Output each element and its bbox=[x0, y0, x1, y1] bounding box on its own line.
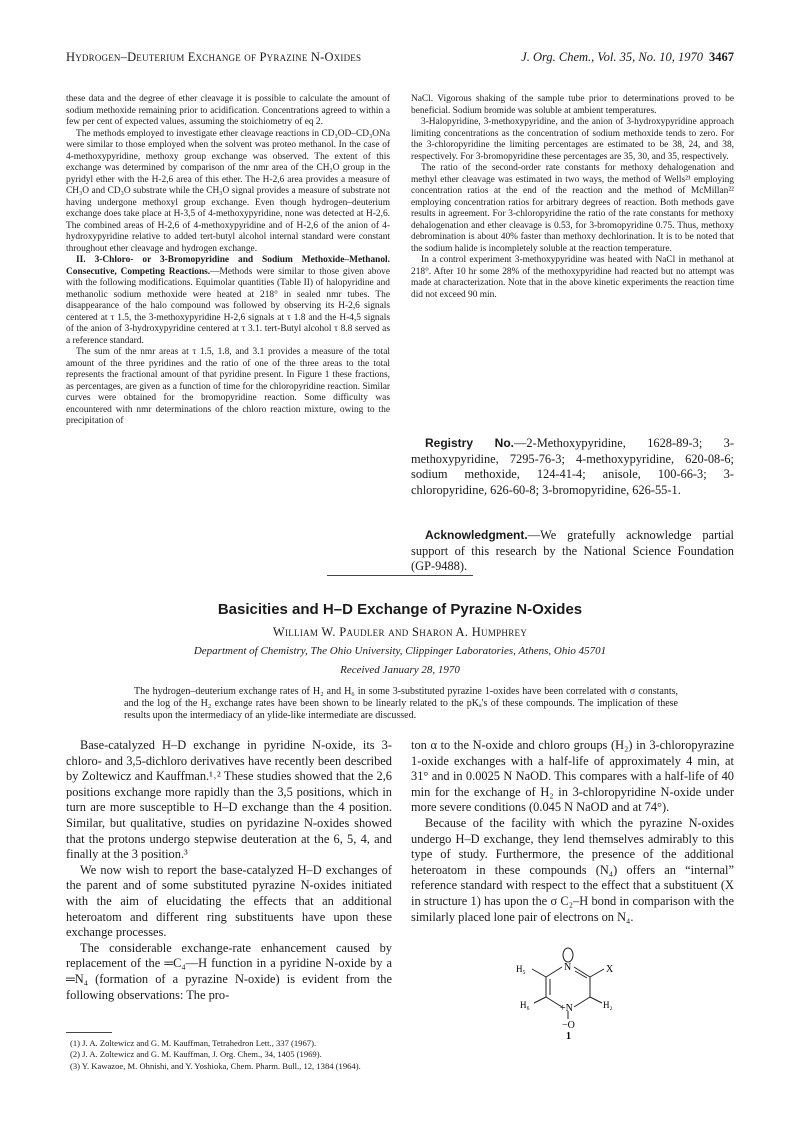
paragraph: these data and the degree of ether cleavage it is possible to calculate the amount of sodium methoxide remaining prior to acidification. Concentrations agreed to within a few per cent of expected values, assuming the stoichiometry of eq 2. bbox=[66, 94, 390, 127]
acknowledgment-text: —We gratefully acknowledge partial support of this research by the National Science Foundation (GP-9488). bbox=[411, 528, 734, 574]
paragraph: ton α to the N-oxide and chloro groups (H₂) in 3-chloropyrazine 1-oxide exchanges with a half-life of approximately 4 min, at 31° and in 0.0025 N NaOD. This compares with a half-life of 40 min for the exchange of H₂ in 3-chloropyridine N-oxide under more severe conditions (0.045 N NaOD and at 74°). bbox=[411, 738, 734, 815]
footnotes bbox=[66, 1038, 392, 1072]
footnote: (3) Y. Kawazoe, M. Ohnishi, and Y. Yoshioka, Chem. Pharm. Bull., 12, 1384 (1964). bbox=[70, 1060, 361, 1071]
article-divider bbox=[327, 575, 473, 576]
footnote: (1) J. A. Zoltewicz and G. M. Kauffman, Tetrahedron Lett., 337 (1967). bbox=[70, 1038, 317, 1048]
article-column-left bbox=[66, 738, 392, 1003]
structure-number: 1 bbox=[566, 1031, 571, 1039]
footnote: (2) J. A. Zoltewicz and G. M. Kauffman, J. Org. Chem., 34, 1405 (1969). bbox=[70, 1049, 322, 1060]
registry-label: Registry No. bbox=[425, 436, 514, 450]
pyrazine-n-oxide-structure bbox=[488, 947, 648, 1039]
paragraph: The sum of the nmr areas at τ 1.5, 1.8, and 3.1 provides a measure of the total amount of the three pyridines and the ratio of one of the three areas to the total represents the fractional amount of that pyridine present. In Figure 1 these fractions, as percentages, are given as a function of time for the chloropyridine reaction. Similar curves were obtained for the bromopyridine reaction. Some difficulty was encountered with nmr determinations of the chloro reaction mixture, owing to the precipitation of bbox=[66, 347, 390, 426]
previous-article-column-left bbox=[66, 94, 390, 428]
paragraph: The methods employed to investigate ether cleavage reactions in CD₃OD–CD₃ONa were similar to those employed when the solvent was proteo methanol. In the case of 4-methoxypyridine, methoxy group exchange was observed. The extent of this exchange was determined by comparison of the nmr area of the CH₃O group in the pyridyl ether with the H-2,6 area of this ether. The H-2,6 area provides a measure of CH₃O and CD₃O substrate while the CH₃O signal provides a measure of substrate not having undergone methoxyl group exchange. Even though hydrogen–deuterium exchange does take place at H-3,5 of 4-methoxypyridine, none was detected at H-2,6. The combined areas of H-2,6 of 4-methoxypyridine and of H-2,6 of the anion of 4-hydroxypyridine relative to added tert-butyl alcohol internal standard were constant throughout ether cleavage and hydrogen exchange. bbox=[66, 128, 390, 254]
received-date: Received January 28, 1970 bbox=[340, 664, 460, 676]
journal-name: J. Org. Chem., Vol. 35, No. 10, 1970 bbox=[521, 50, 703, 64]
label-h6: H₆ bbox=[520, 1000, 530, 1010]
label-h5: H₅ bbox=[516, 964, 526, 974]
paragraph: Base-catalyzed H–D exchange in pyridine N-oxide, its 3-chloro- and 3,5-dichloro derivatives have recently been described by Zoltewicz and Kauffman.¹˒² These studies showed that the 2,6 positions exchange more rapidly than the 3,5 positions, which in turn are more susceptible to H–D exchange than the 4 position. Similar, but qualitative, studies on pyridazine N-oxides showed that the protons undergo stepwise deuteration at the 6, 5, 4, and finally at the 3 position.³ bbox=[66, 738, 392, 862]
acknowledgment bbox=[411, 528, 734, 575]
abstract: The hydrogen–deuterium exchange rates of H₂ and H₆ in some 3-substituted pyrazine 1-oxides have been correlated with σ constants, and the log of the H₂ exchange rates have been shown to be linearly related to the pKₐ's of these compounds. The implication of these results upon the intermediacy of an ylide-like intermediate are discussed. bbox=[124, 686, 678, 721]
paragraph: Because of the facility with which the pyrazine N-oxides undergo H–D exchange, they lend themselves admirably to this type of study. Furthermore, the presence of the additional heteroatom in these compounds (N₄) offers an “internal” reference standard with respect to the effect that a substituent (X in structure 1) has upon the σ C₂–H bond in comparison with the similarly placed lone pair of electrons on N₄. bbox=[411, 815, 734, 924]
previous-article-column-right bbox=[411, 94, 734, 301]
paragraph: In a control experiment 3-methoxypyridine was heated with NaCl in methanol at 218°. After 10 hr some 28% of the methoxypyridine had reacted but no attempt was made at characterization. Note that in the above kinetic experiments the reaction time did not exceed 90 min. bbox=[411, 255, 734, 300]
running-header bbox=[66, 50, 734, 72]
article-column-right bbox=[411, 738, 734, 925]
acknowledgment-label: Acknowledgment. bbox=[425, 528, 528, 542]
paragraph-text: —Methods were similar to those given above with the following modifications. Equimolar quantities (Table II) of halopyridine and methanolic sodium methoxide were heated at 218° in sealed nmr tubes. The disappearance of the halo compound was followed by observing its H-2,6 signals centered at τ 1.5, the 3-methoxypyridine H-2,6 signals at τ 1.8 and the H-4,5 signals of the anion of 3-hydroxypyridine centered at τ 3.1. tert-Butyl alcohol τ 8.8 served as a reference standard. bbox=[66, 266, 390, 346]
article-authors: William W. Paudler and Sharon A. Humphrey bbox=[272, 625, 528, 639]
journal-citation bbox=[521, 50, 734, 65]
page-number: 3467 bbox=[709, 50, 734, 64]
footnote-rule bbox=[66, 1032, 112, 1033]
running-title: Hydrogen–Deuterium Exchange of Pyrazine N-Oxides bbox=[66, 50, 362, 64]
paragraph: We now wish to report the base-catalyzed H–D exchanges of the parent and of some substituted pyrazine N-oxides initiated with the aim of elucidating the effects that an additional heteroatom and different ring substituents have upon these exchange processes. bbox=[66, 862, 392, 940]
label-n4: N bbox=[564, 962, 572, 973]
label-n1: +N bbox=[560, 1003, 573, 1014]
article-title: Basicities and H–D Exchange of Pyrazine N-Oxides bbox=[217, 601, 583, 618]
section-heading: II. 3-Chloro- or 3-Bromopyridine and Sodium Methoxide–Methanol. Consecutive, Competing Reactions. bbox=[66, 255, 390, 277]
registry-text: —2-Methoxypyridine, 1628-89-3; 3-methoxypyridine, 7295-76-3; 4-methoxypyridine, 620-08-6; sodium methoxide, 124-41-4; anisole, 100-66-3; 3-chloropyridine, 626-60-8; 3-bromopyridine, 626-55-1. bbox=[411, 436, 734, 497]
label-h2: H₂ bbox=[603, 1000, 613, 1010]
paragraph: The considerable exchange-rate enhancement caused by replacement of the ═C₄—H function in a pyridine N-oxide by a ═N₄ (formation of a pyrazine N-oxide) is evident from the following observations: The pro- bbox=[66, 940, 392, 1002]
label-oxide: −O bbox=[562, 1020, 575, 1031]
paragraph: The ratio of the second-order rate constants for methoxy dehalogenation and methyl ether cleavage was estimated in two ways, the method of Wells²¹ employing concentration ratios at the end of the reaction and the method of McMillan²² employing concentration ratios for arbitrary degrees of reaction. Both methods gave results in agreement. For 3-chloropyridine the ratio of the rate constants for methoxy dehalogenation and ether cleavage is 0.53, for 3-bromopyridine 0.75. Thus, methoxy debromination is about 40% faster than methoxy dechlorination. It is to be noted that the sodium halide is incompletely soluble at the reaction temperature. bbox=[411, 163, 734, 254]
paragraph bbox=[66, 255, 390, 347]
label-x: X bbox=[606, 964, 614, 975]
paragraph: 3-Halopyridine, 3-methoxypyridine, and the anion of 3-hydroxypyridine approach limiting concentrations as the concentration of sodium methoxide tends to zero. For the 3-chloropyridine the limiting percentages are estimated to be 38, 24, and 38, respectively. For 3-bromopyridine these percentages are 35, 30, and 35, respectively. bbox=[411, 117, 734, 162]
registry-numbers bbox=[411, 436, 734, 498]
paragraph: NaCl. Vigorous shaking of the sample tube prior to determinations proved to be beneficial. Sodium bromide was soluble at ambient temperatures. bbox=[411, 94, 734, 116]
article-affiliation: Department of Chemistry, The Ohio University, Clippinger Laboratories, Athens, Ohio 45701 bbox=[193, 645, 607, 657]
